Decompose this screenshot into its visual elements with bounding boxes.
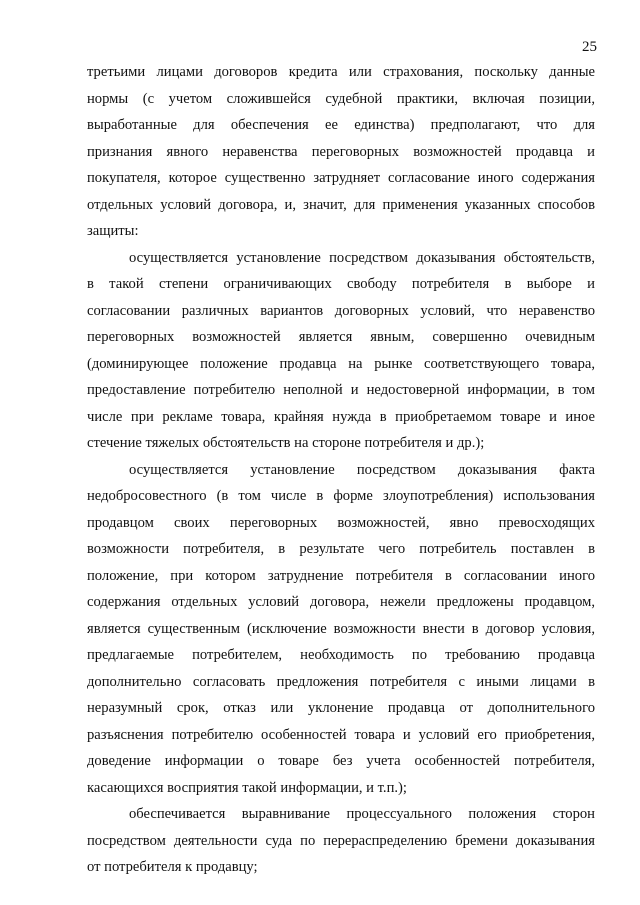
text-line: положение, при котором затруднение потребителя в согласовании иного	[87, 567, 595, 584]
text-line: защиты:	[87, 223, 139, 239]
text-line: предлагаемые потребителем, необходимость по требованию продавца	[87, 647, 595, 663]
text-line: выработанные для обеспечения ее единства) предполагают, что для	[87, 117, 595, 133]
text-line: касающихся восприятия такой информации, и т.п.);	[87, 779, 407, 796]
text-line: третьими лицами договоров кредита или страхования, поскольку данные	[87, 64, 595, 80]
text-line: (доминирующее положение продавца на рынке соответствующего товара,	[87, 355, 595, 372]
text-line: согласовании различных вариантов договорных условий, что неравенство	[87, 302, 595, 319]
text-line: посредством деятельности суда по перераспределению бремени доказывания	[87, 832, 595, 849]
text-line: возможности потребителя, в результате чего потребитель поставлен в	[87, 541, 595, 557]
body-text	[87, 59, 595, 881]
text-line: от потребителя к продавцу;	[87, 859, 258, 875]
page-number: 25	[582, 39, 597, 55]
text-line: доведение информации о товаре без учета особенностей потребителя,	[87, 753, 595, 769]
text-line: покупателя, которое существенно затрудняет согласование иного содержания	[87, 170, 595, 186]
text-line: дополнительно согласовать предложения потребителя с иными лицами в	[87, 673, 595, 690]
text-line: признания явного неравенства переговорных возможностей продавца и	[87, 143, 595, 160]
text-line: в такой степени ограничивающих свободу потребителя в выборе и	[87, 276, 595, 292]
text-line: отдельных условий договора, и, значит, для применения указанных способов	[87, 196, 595, 213]
text-line: разъяснения потребителю особенностей товара и условий его приобретения,	[87, 726, 595, 743]
text-line: является существенным (исключение возможности внести в договор условия,	[87, 620, 595, 637]
text-line: стечение тяжелых обстоятельств на стороне потребителя и др.);	[87, 435, 485, 451]
text-line: осуществляется установление посредством доказывания факта	[129, 461, 595, 478]
text-line: неразумный срок, отказ или уклонение продавца от дополнительного	[87, 700, 595, 716]
text-line: переговорных возможностей является явным, совершенно очевидным	[87, 329, 595, 345]
text-line: обеспечивается выравнивание процессуального положения сторон	[129, 806, 595, 822]
text-line: нормы (с учетом сложившейся судебной практики, включая позиции,	[87, 90, 595, 107]
text-line: предоставление потребителю неполной и недостоверной информации, в том	[87, 382, 595, 398]
text-line: содержания отдельных условий договора, нежели предложены продавцом,	[87, 594, 595, 610]
text-line: числе при рекламе товара, крайняя нужда в приобретаемом товаре и иное	[87, 408, 595, 425]
text-line: недобросовестного (в том числе в форме злоупотребления) использования	[87, 488, 595, 504]
text-line: осуществляется установление посредством доказывания обстоятельств,	[129, 249, 595, 266]
text-line: продавцом своих переговорных возможностей, явно превосходящих	[87, 514, 595, 531]
